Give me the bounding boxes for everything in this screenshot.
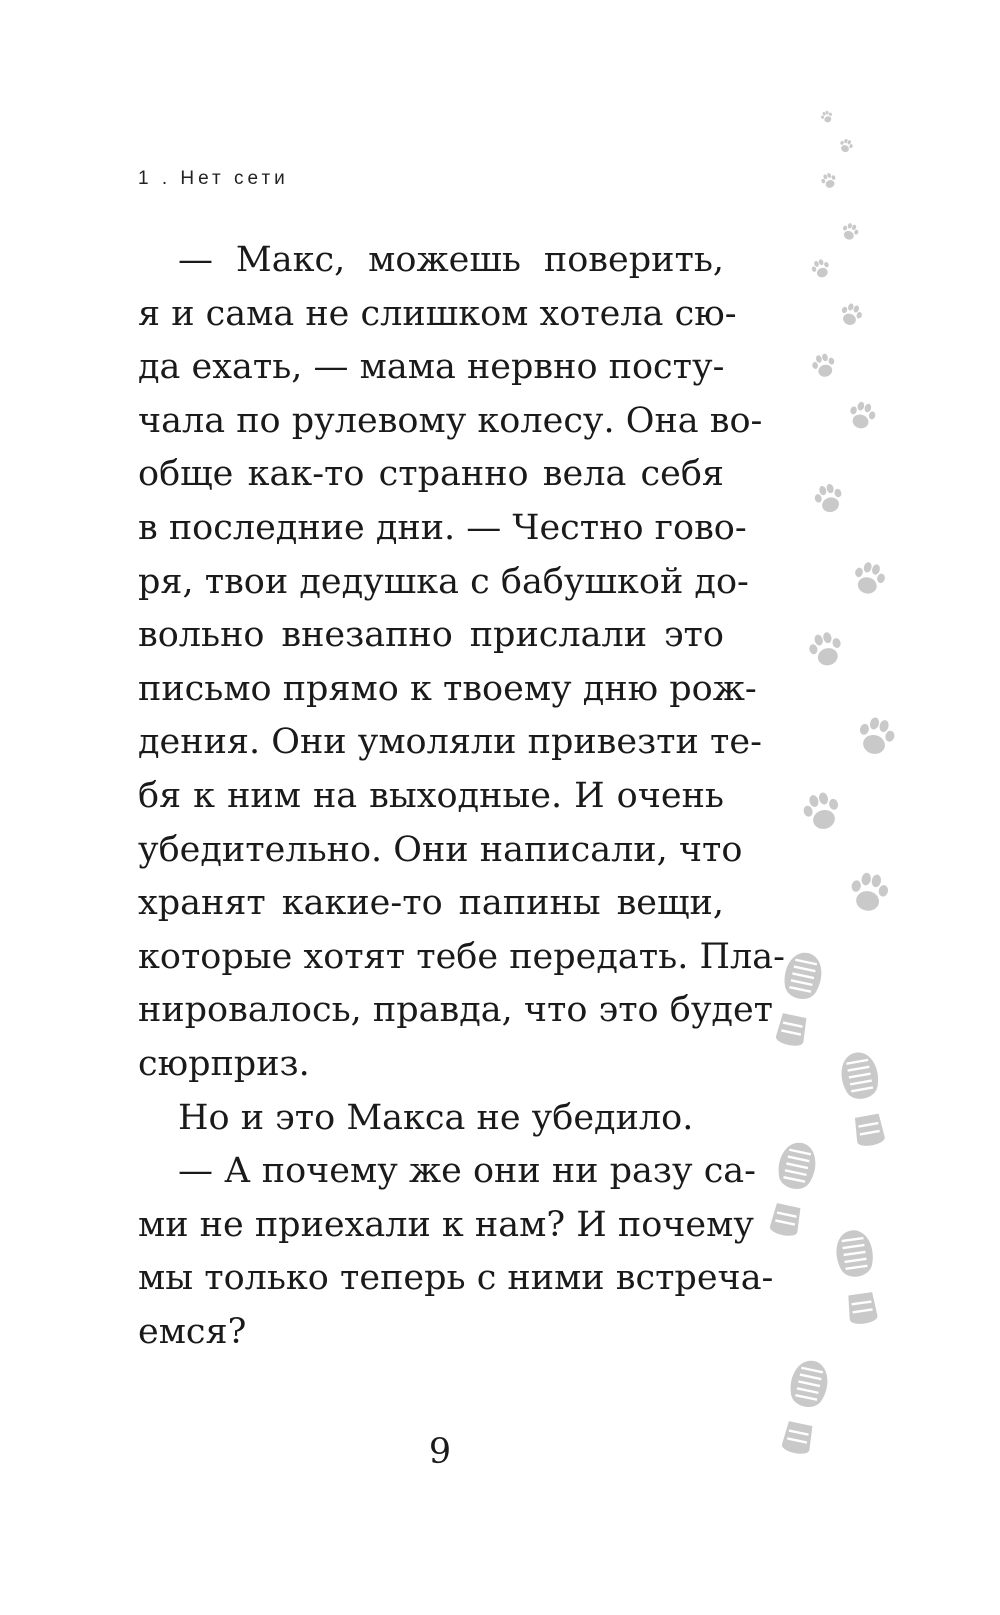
paw-print-icon — [807, 349, 841, 383]
text-line: бя к ним на выходные. И очень — [138, 775, 724, 816]
paw-print-icon — [846, 556, 893, 603]
text-line: емся? — [138, 1311, 247, 1352]
paw-print-icon — [817, 169, 840, 192]
paw-print-icon — [807, 255, 835, 283]
paw-print-icon — [802, 626, 851, 675]
text-line: убедительно. Они написали, что — [138, 829, 743, 870]
shoe-print-icon — [770, 1354, 838, 1462]
text-line: ря, твои дедушка с бабушкой до- — [138, 561, 749, 602]
paragraph-2 — [138, 1092, 724, 1146]
shoe-print-icon — [758, 1136, 826, 1244]
paw-print-icon — [837, 219, 863, 245]
text-line: ми не приехали к нам? И почему — [138, 1204, 754, 1245]
text-line: чала по рулевому колесу. Она во- — [138, 400, 763, 441]
text-line: да ехать, — мама нервно посту- — [138, 347, 725, 388]
paw-print-icon — [795, 785, 849, 839]
text-line: вольно внезапно прислали это — [138, 615, 724, 656]
shoe-print-icon — [827, 1225, 888, 1331]
paw-print-icon — [836, 136, 857, 157]
page-text — [138, 234, 785, 1359]
text-line: я и сама не слишком хотела сю- — [138, 293, 737, 334]
text-line: обще как-то странно вела себя — [138, 454, 724, 495]
text-line: — Макс, можешь поверить, — [178, 240, 724, 280]
text-line: хранят какие-то папины вещи, — [138, 883, 724, 924]
paragraph-1 — [138, 234, 785, 1092]
paw-print-icon — [818, 108, 836, 126]
text-line: сюрприз. — [138, 1043, 310, 1084]
paw-print-icon — [808, 478, 850, 520]
text-line: — А почему же они ни разу са- — [178, 1151, 756, 1192]
shoe-print-icon — [832, 1047, 897, 1154]
page-number: 9 — [428, 1432, 452, 1472]
text-line: которые хотят тебе передать. Пла- — [138, 936, 785, 977]
paw-print-icon — [849, 710, 903, 764]
text-line: в последние дни. — Честно гово- — [138, 507, 747, 548]
text-line: нировалось, правда, что это будет — [138, 990, 774, 1031]
footprints-decoration — [780, 90, 920, 1510]
text-line: мы только теперь с ними встреча- — [138, 1258, 774, 1299]
paragraph-3 — [138, 1145, 774, 1359]
paw-print-icon — [842, 396, 881, 435]
text-line: дения. Они умоляли привезти те- — [138, 722, 762, 763]
paw-print-icon — [842, 866, 895, 919]
running-head: 1 . Нет сети — [138, 168, 289, 189]
text-line: Но и это Макса не убедило. — [178, 1097, 694, 1138]
text-line: письмо прямо к твоему дню рож- — [138, 668, 757, 709]
paw-print-icon — [834, 298, 867, 331]
